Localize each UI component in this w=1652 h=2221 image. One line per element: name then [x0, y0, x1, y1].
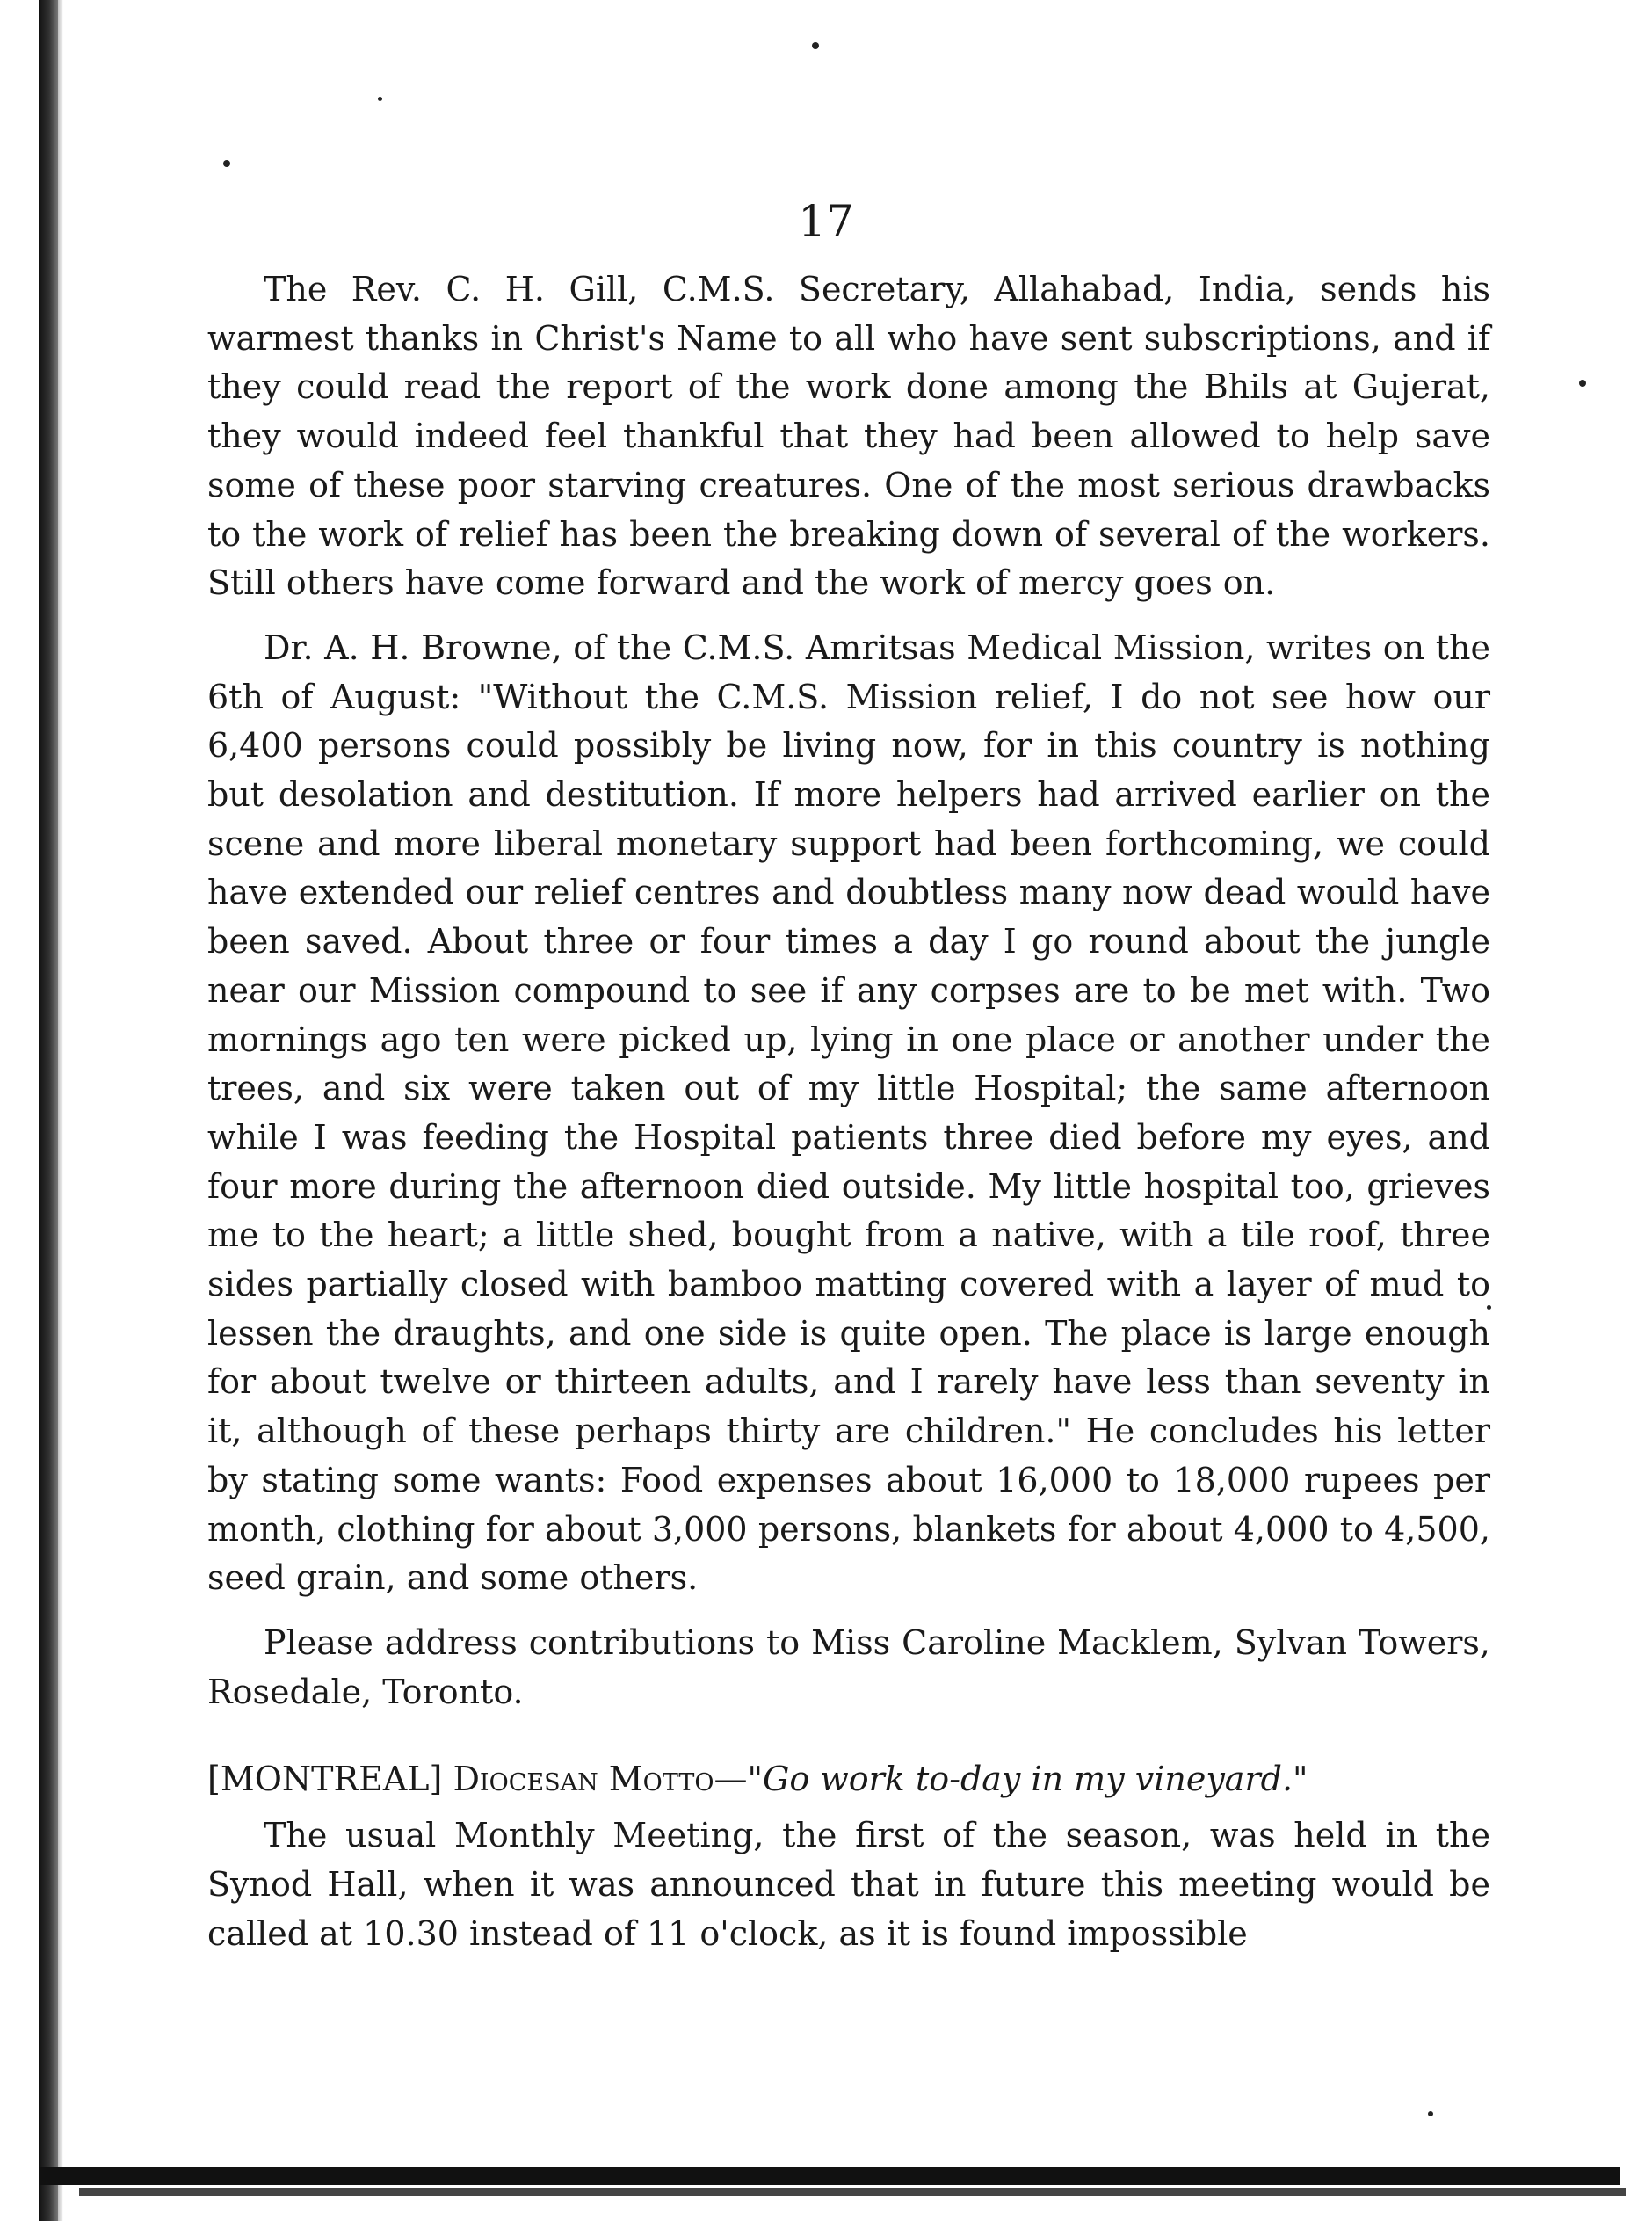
- bottom-scan-edge-lower: [79, 2188, 1626, 2196]
- page-number: 17: [798, 196, 854, 247]
- paragraph-gill-letter: The Rev. C. H. Gill, C.M.S. Secretary, Allahabad, India, sends his warmest thanks in Christ's Name to all who have sent subscriptions, and if they could read the report of the work done among the Bhils at Gujerat, they would indeed feel thankful that they had been allowed to help save some of these poor starving creatures. One of the most serious drawbacks to the work of relief has been the breaking down of several of the workers. Still others have come forward and the work of mercy goes on.: [207, 270, 1490, 603]
- page-body: [207, 265, 1490, 1959]
- scan-speck: [378, 97, 382, 101]
- scan-speck: [812, 42, 819, 49]
- scan-speck: [223, 160, 230, 167]
- diocesan-motto: "Go work to-day in my vineyard.": [747, 1760, 1308, 1799]
- scan-speck: [1579, 380, 1586, 387]
- paragraph-monthly-meeting: The usual Monthly Meeting, the first of the season, was held in the Synod Hall, when it was announced that in future this meeting would be called at 10.30 instead of 11 o'clock, as it is found impossible: [207, 1816, 1490, 1953]
- diocese-name: [MONTREAL]: [207, 1760, 443, 1799]
- bottom-scan-edge: [39, 2167, 1620, 2185]
- paragraph-contributions-address: Please address contributions to Miss Caroline Macklem, Sylvan Towers, Rosedale, Toronto.: [207, 1622, 1490, 1711]
- diocese-heading: [207, 1753, 1490, 1804]
- scan-speck: [1428, 2111, 1433, 2116]
- motto-label: Diocesan Motto—: [453, 1760, 748, 1799]
- binding-edge: [39, 0, 58, 2221]
- paragraph-browne-letter: Dr. A. H. Browne, of the C.M.S. Amritsas Medical Mission, writes on the 6th of August: "Without the C.M.S. Mission relief, I do not see how our 6,400 persons could possibly be living now, for in this country is nothing but desolation and destitution. If more helpers had arrived earlier on the scene and more liberal monetary support had been forthcoming, we could have extended our relief centres and doubtless many now dead would have been saved. About three or four times a day I go round about the jungle near our Mission compound to see if any corpses are to be met with. Two mornings ago ten were picked up, lying in one place or another under the trees, and six were taken out of my little Hospital; the same afternoon while I was feeding the Hospital patients three died before my eyes, and four more during the afternoon died outside. My little hospital too, grieves me to the heart; a little shed, bought from a native, with a tile roof, three sides partially closed with bamboo matting covered with a layer of mud to lessen the draughts, and one side is quite open. The place is large enough for about twelve or thirteen adults, and I rarely have less than seventy in it, although of these perhaps thirty are children." He concludes his letter by stating some wants: Food expenses about 16,000 to 18,000 rupees per month, clothing for about 3,000 persons, blankets for about 4,000 to 4,500, seed grain, and some others.: [207, 628, 1490, 1598]
- binding-shadow: [58, 0, 63, 2221]
